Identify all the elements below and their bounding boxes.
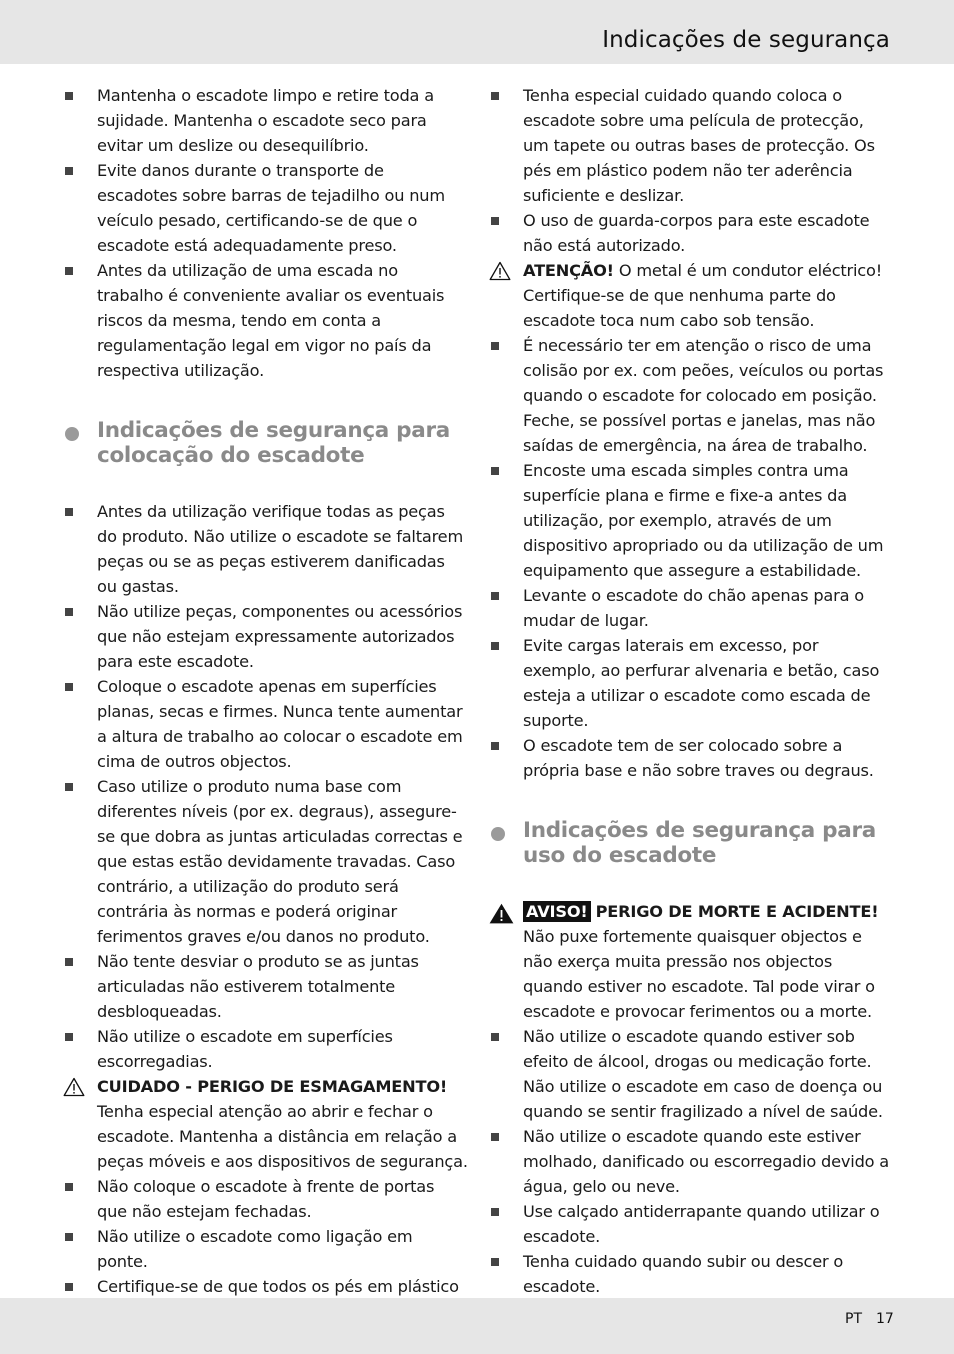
square-bullet-icon (491, 217, 499, 225)
list-item: Antes da utilização verifique todas as peças do produto. Não utilize o escadote se faltarem peças ou se as peças estiverem danificadas ou gastas. (63, 499, 468, 599)
caution-note (63, 1074, 468, 1174)
attention-text: O metal é um condutor eléctrico! Certifique-se de que nenhuma parte do escadote toca num cabo sob tensão. (523, 261, 882, 330)
aviso-text: Não puxe fortemente quaisquer objectos e não exerça muita pressão nos objectos quando estiver no escadote. Tal pode virar o escadote e provocar ferimentos ou a morte. (523, 927, 875, 1021)
square-bullet-icon (491, 742, 499, 750)
square-bullet-icon (65, 267, 73, 275)
aviso-title: PERIGO DE MORTE E ACIDENTE! (595, 902, 879, 921)
list-item: Evite cargas laterais em excesso, por exemplo, ao perfurar alvenaria e betão, caso esteja a utilizar o escadote como escada de suporte. (489, 633, 894, 733)
square-bullet-icon (65, 783, 73, 791)
list-item: Mantenha o escadote limpo e retire toda a sujidade. Mantenha o escadote seco para evitar um deslize ou desequilíbrio. (63, 83, 468, 158)
square-bullet-icon (491, 1033, 499, 1041)
square-bullet-icon (65, 683, 73, 691)
square-bullet-icon (491, 1133, 499, 1141)
square-bullet-icon (65, 608, 73, 616)
attention-label: ATENÇÃO! (523, 261, 614, 280)
list-item: Não utilize o escadote quando estiver sob efeito de álcool, drogas ou medicação forte. Não utilize o escadote em caso de doença ou quando se sentir fragilizado a nível de saúde. (489, 1024, 894, 1124)
warning-triangle-filled-icon (489, 903, 514, 924)
list-item: O escadote tem de ser colocado sobre a própria base e não sobre traves ou degraus. (489, 733, 894, 783)
list-item: Use calçado antiderrapante quando utilizar o escadote. (489, 1199, 894, 1249)
square-bullet-icon (491, 592, 499, 600)
square-bullet-icon (65, 1183, 73, 1191)
caution-title: CUIDADO - PERIGO DE ESMAGAMENTO! (97, 1077, 448, 1096)
square-bullet-icon (491, 92, 499, 100)
square-bullet-icon (65, 1033, 73, 1041)
square-bullet-icon (491, 1258, 499, 1266)
square-bullet-icon (491, 642, 499, 650)
square-bullet-icon (491, 467, 499, 475)
square-bullet-icon (65, 167, 73, 175)
page-number: 17 (876, 1311, 894, 1327)
list-item: Tenha cuidado quando subir ou descer o escadote. (489, 1249, 894, 1299)
square-bullet-icon (65, 1233, 73, 1241)
footer-band (0, 1298, 954, 1354)
list-item: Não coloque o escadote à frente de portas que não estejam fechadas. (63, 1174, 468, 1224)
left-column (63, 83, 468, 1324)
square-bullet-icon (491, 342, 499, 350)
footer-language: PT (845, 1311, 862, 1327)
list-item: Tenha especial cuidado quando coloca o escadote sobre uma película de protecção, um tapete ou outras bases de protecção. Os pés em plástico podem não ter aderência suficiente e deslizar. (489, 83, 894, 208)
warning-note (489, 899, 894, 1024)
attention-note (489, 258, 894, 333)
circle-bullet-icon (491, 827, 505, 841)
list-item: É necessário ter em atenção o risco de uma colisão por ex. com peões, veículos ou portas quando o escadote for colocado em posição. Feche, se possível portas e janelas, mas não saídas de emergência, na área de trabalho. (489, 333, 894, 458)
warning-triangle-icon (63, 1077, 85, 1097)
page-title: Indicações de segurança (602, 27, 890, 53)
list-item: O uso de guarda-corpos para este escadote não está autorizado. (489, 208, 894, 258)
list-item: Não utilize peças, componentes ou acessórios que não estejam expressamente autorizados para este escadote. (63, 599, 468, 674)
list-item: Não utilize o escadote quando este estiver molhado, danificado ou escorregadio devido a água, gelo ou neve. (489, 1124, 894, 1199)
right-column (489, 83, 894, 1299)
aviso-badge: AVISO! (523, 901, 591, 922)
list-item: Certifique-se de que todos os pés em plástico (63, 1274, 468, 1324)
list-item: Antes da utilização de uma escada no trabalho é conveniente avaliar os eventuais riscos da mesma, tendo em conta a regulamentação legal em vigor no país da respectiva utilização. (63, 258, 468, 383)
list-item: Encoste uma escada simples contra uma superfície plana e firme e fixe-a antes da utilização, por exemplo, através de um dispositivo apropriado ou da utilização de um equipamento que assegure a estabilidade. (489, 458, 894, 583)
square-bullet-icon (491, 1208, 499, 1216)
section-heading (489, 818, 894, 868)
square-bullet-icon (65, 1283, 73, 1291)
square-bullet-icon (65, 92, 73, 100)
list-item: Não tente desviar o produto se as juntas articuladas não estiverem totalmente desbloqueadas. (63, 949, 468, 1024)
list-item: Levante o escadote do chão apenas para o mudar de lugar. (489, 583, 894, 633)
section-title: Indicações de segurança para colocação do escadote (97, 418, 450, 468)
list-item: Não utilize o escadote como ligação em ponte. (63, 1224, 468, 1274)
list-item: Coloque o escadote apenas em superfícies planas, secas e firmes. Nunca tente aumentar a altura de trabalho ao colocar o escadote em cima de outros objectos. (63, 674, 468, 774)
list-item: Evite danos durante o transporte de escadotes sobre barras de tejadilho ou num veículo pesado, certificando-se de que o escadote está adequadamente preso. (63, 158, 468, 258)
section-heading (63, 418, 468, 468)
circle-bullet-icon (65, 427, 79, 441)
section-title: Indicações de segurança para uso do escadote (523, 818, 876, 868)
list-item: Não utilize o escadote em superfícies escorregadias. (63, 1024, 468, 1074)
list-item: Caso utilize o produto numa base com diferentes níveis (por ex. degraus), assegure-se que dobra as juntas articuladas correctas e que estas estão devidamente travadas. Caso contrário, a utilização do produto será contrária às normas e poderá originar ferimentos graves e/ou danos no produto. (63, 774, 468, 949)
square-bullet-icon (65, 508, 73, 516)
square-bullet-icon (65, 958, 73, 966)
warning-triangle-icon (489, 261, 511, 281)
caution-text: Tenha especial atenção ao abrir e fechar o escadote. Mantenha a distância em relação a peças móveis e aos dispositivos de segurança. (97, 1102, 468, 1171)
